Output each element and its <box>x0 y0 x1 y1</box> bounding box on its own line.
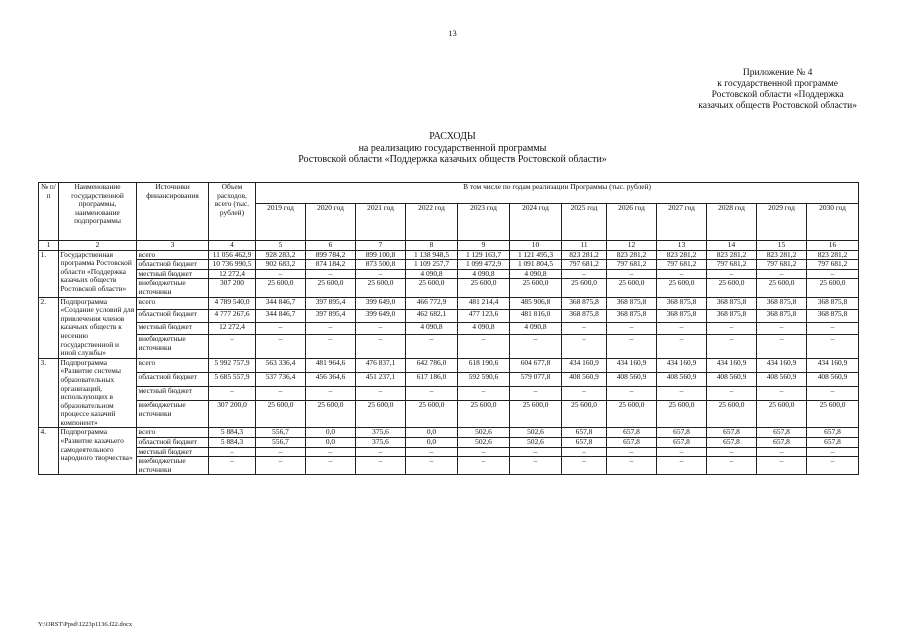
appendix-line: Приложение № 4 <box>742 68 813 78</box>
funding-source: областной бюджет <box>137 310 209 322</box>
value-cell: – <box>757 269 807 279</box>
value-cell: – <box>510 457 562 475</box>
funding-source: внебюджетные источники <box>137 335 209 359</box>
program-name: Подпрограмма «Создание условий для привлечения членов казачьих обществ к несению государственной и иной службы» <box>59 297 137 358</box>
value-cell: 25 600,0 <box>807 401 859 428</box>
value-cell: – <box>707 335 757 359</box>
value-cell: – <box>406 457 458 475</box>
value-cell: 399 649,0 <box>356 297 406 309</box>
value-cell: – <box>306 387 356 401</box>
value-cell: 434 160,9 <box>562 358 607 372</box>
funding-source: всего <box>137 428 209 438</box>
value-cell: 657,8 <box>757 428 807 438</box>
value-cell: 1 099 472,9 <box>458 260 510 270</box>
value-cell: 462 682,1 <box>406 310 458 322</box>
value-cell: 368 875,8 <box>757 310 807 322</box>
funding-source: областной бюджет <box>137 260 209 270</box>
value-cell: 368 875,8 <box>657 310 707 322</box>
value-cell: 10 736 990,5 <box>209 260 256 270</box>
value-cell: – <box>757 322 807 334</box>
value-cell: 657,8 <box>562 438 607 448</box>
value-cell: 657,8 <box>657 428 707 438</box>
value-cell: 25 600,0 <box>757 401 807 428</box>
value-cell: 481 816,0 <box>510 310 562 322</box>
table-row <box>39 322 859 334</box>
value-cell: 368 875,8 <box>607 310 657 322</box>
value-cell: 368 875,8 <box>707 297 757 309</box>
value-cell: 899 784,2 <box>306 250 356 260</box>
value-cell: 399 649,0 <box>356 310 406 322</box>
value-cell: 4 090,8 <box>510 322 562 334</box>
value-cell: 408 560,9 <box>562 372 607 386</box>
value-cell: 25 600,0 <box>256 279 306 297</box>
value-cell: – <box>306 457 356 475</box>
value-cell: 368 875,8 <box>562 310 607 322</box>
value-cell: 25 600,0 <box>510 279 562 297</box>
value-cell: 25 600,0 <box>607 279 657 297</box>
value-cell: – <box>607 457 657 475</box>
value-cell: – <box>807 447 859 457</box>
value-cell: – <box>209 457 256 475</box>
value-cell: – <box>510 387 562 401</box>
value-cell: 25 600,0 <box>562 279 607 297</box>
header-name: Наименование государственной программы, наименование подпрограммы <box>59 183 137 241</box>
table-row <box>39 297 859 309</box>
value-cell: 25 600,0 <box>657 279 707 297</box>
value-cell: – <box>807 269 859 279</box>
funding-source: внебюджетные источники <box>137 457 209 475</box>
value-cell: 344 846,7 <box>256 297 306 309</box>
value-cell: 797 681,2 <box>562 260 607 270</box>
value-cell: 466 772,9 <box>406 297 458 309</box>
budget-table <box>38 182 859 475</box>
value-cell: 434 160,9 <box>657 358 707 372</box>
column-number: 12 <box>607 241 657 251</box>
value-cell: 5 884,3 <box>209 438 256 448</box>
table-row <box>39 335 859 359</box>
column-number: 14 <box>707 241 757 251</box>
value-cell: 537 736,4 <box>256 372 306 386</box>
value-cell: – <box>807 387 859 401</box>
value-cell: 4 090,8 <box>458 269 510 279</box>
program-name: Подпрограмма «Развитие казачьего самодеятельного народного творчества» <box>59 428 137 475</box>
table-row <box>39 387 859 401</box>
value-cell: 823 281,2 <box>807 250 859 260</box>
column-number: 6 <box>306 241 356 251</box>
value-cell: – <box>707 269 757 279</box>
header-year: 2022 год <box>406 204 458 241</box>
value-cell: 368 875,8 <box>757 297 807 309</box>
value-cell: 368 875,8 <box>657 297 707 309</box>
value-cell: 823 281,2 <box>757 250 807 260</box>
value-cell: – <box>458 335 510 359</box>
value-cell: 657,8 <box>657 438 707 448</box>
table-row <box>39 310 859 322</box>
column-number: 4 <box>209 241 256 251</box>
value-cell: 25 600,0 <box>807 279 859 297</box>
page-number: 13 <box>448 28 457 38</box>
value-cell: – <box>256 335 306 359</box>
value-cell: 408 560,9 <box>757 372 807 386</box>
value-cell: 642 786,0 <box>406 358 458 372</box>
value-cell: 4 789 540,0 <box>209 297 256 309</box>
value-cell: 25 600,0 <box>510 401 562 428</box>
value-cell: – <box>607 335 657 359</box>
value-cell: 797 681,2 <box>607 260 657 270</box>
funding-source: всего <box>137 250 209 260</box>
value-cell: 657,8 <box>807 438 859 448</box>
header-year: 2027 год <box>657 204 707 241</box>
value-cell: 477 123,6 <box>458 310 510 322</box>
value-cell: – <box>356 457 406 475</box>
value-cell: 408 560,9 <box>707 372 757 386</box>
value-cell: – <box>406 335 458 359</box>
value-cell: – <box>657 335 707 359</box>
header-sources: Источники финансирования <box>137 183 209 241</box>
value-cell: – <box>707 387 757 401</box>
value-cell: 823 281,2 <box>707 250 757 260</box>
value-cell: – <box>256 447 306 457</box>
value-cell: 0,0 <box>306 438 356 448</box>
appendix-line: к государственной программе <box>717 79 839 89</box>
value-cell: – <box>256 322 306 334</box>
value-cell: – <box>562 335 607 359</box>
table-row <box>39 269 859 279</box>
value-cell: – <box>657 457 707 475</box>
value-cell: – <box>657 387 707 401</box>
column-number: 9 <box>458 241 510 251</box>
funding-source: областной бюджет <box>137 438 209 448</box>
program-name: Государственная программа Ростовской области «Поддержка казачьих обществ Ростовской области» <box>59 250 137 297</box>
column-number: 5 <box>256 241 306 251</box>
value-cell: 408 560,9 <box>657 372 707 386</box>
value-cell: 657,8 <box>707 438 757 448</box>
value-cell: – <box>562 387 607 401</box>
title-line: Ростовской области «Поддержка казачьих обществ Ростовской области» <box>298 154 607 165</box>
value-cell: – <box>657 269 707 279</box>
value-cell: – <box>562 322 607 334</box>
value-cell: – <box>807 322 859 334</box>
value-cell: 5 884,3 <box>209 428 256 438</box>
value-cell: 476 837,1 <box>356 358 406 372</box>
table-row <box>39 260 859 270</box>
header-num: № п/п <box>39 183 59 241</box>
value-cell: 307 200 <box>209 279 256 297</box>
value-cell: 618 190,6 <box>458 358 510 372</box>
value-cell: 823 281,2 <box>607 250 657 260</box>
value-cell: 502,6 <box>510 428 562 438</box>
value-cell: – <box>657 447 707 457</box>
header-year: 2029 год <box>757 204 807 241</box>
footer-file-path: Y:\ORST\Ppsd\1223p1136.f22.docx <box>38 621 133 628</box>
header-year: 2023 год <box>458 204 510 241</box>
title-line: РАСХОДЫ <box>429 131 476 142</box>
value-cell: 25 600,0 <box>757 279 807 297</box>
value-cell: – <box>757 335 807 359</box>
value-cell: 397 895,4 <box>306 310 356 322</box>
value-cell: 5 685 557,9 <box>209 372 256 386</box>
value-cell: 1 091 804,5 <box>510 260 562 270</box>
value-cell: 797 681,2 <box>807 260 859 270</box>
value-cell: – <box>757 457 807 475</box>
value-cell: – <box>306 335 356 359</box>
value-cell: 25 600,0 <box>562 401 607 428</box>
value-cell: 873 500,8 <box>356 260 406 270</box>
value-cell: 25 600,0 <box>406 401 458 428</box>
funding-source: местный бюджет <box>137 387 209 401</box>
value-cell: 25 600,0 <box>356 279 406 297</box>
value-cell: 408 560,9 <box>807 372 859 386</box>
value-cell: 657,8 <box>807 428 859 438</box>
value-cell: 451 237,1 <box>356 372 406 386</box>
value-cell: 12 272,4 <box>209 322 256 334</box>
program-name: Подпрограмма «Развитие системы образовательных организаций, использующих в образовательном процессе казачий компонент» <box>59 358 137 428</box>
value-cell: 657,8 <box>562 428 607 438</box>
value-cell: 4 777 267,6 <box>209 310 256 322</box>
value-cell: – <box>607 269 657 279</box>
table-row <box>39 428 859 438</box>
column-number: 10 <box>510 241 562 251</box>
value-cell: 604 677,8 <box>510 358 562 372</box>
value-cell: 12 272,4 <box>209 269 256 279</box>
value-cell: – <box>607 322 657 334</box>
value-cell: 25 600,0 <box>458 401 510 428</box>
funding-source: местный бюджет <box>137 322 209 334</box>
value-cell: 797 681,2 <box>657 260 707 270</box>
table-row <box>39 457 859 475</box>
program-number: 4. <box>39 428 59 475</box>
value-cell: 0,0 <box>406 428 458 438</box>
value-cell: 502,6 <box>510 438 562 448</box>
value-cell: 434 160,9 <box>707 358 757 372</box>
appendix-line: Ростовской области «Поддержка <box>711 90 844 100</box>
value-cell: 823 281,2 <box>657 250 707 260</box>
header-by-years: В том числе по годам реализации Программы (тыс. рублей) <box>256 183 859 204</box>
value-cell: – <box>356 269 406 279</box>
table-row <box>39 250 859 260</box>
header-year: 2025 год <box>562 204 607 241</box>
value-cell: 1 129 163,7 <box>458 250 510 260</box>
value-cell: 456 364,6 <box>306 372 356 386</box>
column-number-row <box>39 241 859 251</box>
column-number: 13 <box>657 241 707 251</box>
value-cell: 502,6 <box>458 438 510 448</box>
funding-source: всего <box>137 297 209 309</box>
value-cell: – <box>356 387 406 401</box>
value-cell: 592 590,6 <box>458 372 510 386</box>
funding-source: всего <box>137 358 209 372</box>
value-cell: 25 600,0 <box>256 401 306 428</box>
value-cell: 25 600,0 <box>406 279 458 297</box>
value-cell: 899 100,8 <box>356 250 406 260</box>
value-cell: – <box>807 457 859 475</box>
value-cell: 25 600,0 <box>707 401 757 428</box>
value-cell: – <box>807 335 859 359</box>
value-cell: – <box>256 387 306 401</box>
value-cell: 4 090,8 <box>406 322 458 334</box>
value-cell: 375,6 <box>356 428 406 438</box>
appendix-line: казачьих обществ Ростовской области» <box>698 101 857 111</box>
value-cell: 1 138 948,5 <box>406 250 458 260</box>
value-cell: 368 875,8 <box>607 297 657 309</box>
value-cell: – <box>510 335 562 359</box>
appendix-heading <box>698 68 857 112</box>
value-cell: – <box>256 457 306 475</box>
value-cell: 25 600,0 <box>306 401 356 428</box>
funding-source: местный бюджет <box>137 269 209 279</box>
value-cell: 481 964,6 <box>306 358 356 372</box>
value-cell: – <box>707 322 757 334</box>
value-cell: 1 121 495,3 <box>510 250 562 260</box>
column-number: 7 <box>356 241 406 251</box>
value-cell: 375,6 <box>356 438 406 448</box>
header-year: 2026 год <box>607 204 657 241</box>
column-number: 1 <box>39 241 59 251</box>
value-cell: 25 600,0 <box>657 401 707 428</box>
column-number: 11 <box>562 241 607 251</box>
value-cell: 556,7 <box>256 428 306 438</box>
value-cell: 1 109 257,7 <box>406 260 458 270</box>
value-cell: – <box>757 447 807 457</box>
program-number: 1. <box>39 250 59 297</box>
funding-source: областной бюджет <box>137 372 209 386</box>
table-row <box>39 438 859 448</box>
table-row <box>39 447 859 457</box>
table-row <box>39 372 859 386</box>
value-cell: – <box>356 447 406 457</box>
value-cell: 657,8 <box>607 428 657 438</box>
value-cell: 657,8 <box>707 428 757 438</box>
value-cell: 4 090,8 <box>510 269 562 279</box>
value-cell: 25 600,0 <box>458 279 510 297</box>
funding-source: внебюджетные источники <box>137 279 209 297</box>
value-cell: – <box>406 387 458 401</box>
value-cell: 797 681,2 <box>707 260 757 270</box>
header-volume: Объем расходов, всего (тыс. рублей) <box>209 183 256 241</box>
value-cell: – <box>562 457 607 475</box>
value-cell: 485 906,8 <box>510 297 562 309</box>
header-year: 2024 год <box>510 204 562 241</box>
value-cell: 25 600,0 <box>356 401 406 428</box>
value-cell: 25 600,0 <box>607 401 657 428</box>
value-cell: – <box>458 387 510 401</box>
value-cell: – <box>356 335 406 359</box>
column-number: 2 <box>59 241 137 251</box>
document-title <box>0 131 905 166</box>
value-cell: – <box>562 269 607 279</box>
title-line: на реализацию государственной программы <box>358 142 547 154</box>
value-cell: – <box>757 387 807 401</box>
value-cell: 5 992 757,9 <box>209 358 256 372</box>
value-cell: 502,6 <box>458 428 510 438</box>
value-cell: – <box>607 387 657 401</box>
value-cell: 657,8 <box>607 438 657 448</box>
value-cell: 434 160,9 <box>607 358 657 372</box>
value-cell: 823 281,2 <box>562 250 607 260</box>
header-year: 2019 год <box>256 204 306 241</box>
table-row <box>39 358 859 372</box>
value-cell: – <box>306 447 356 457</box>
value-cell: 368 875,8 <box>807 310 859 322</box>
header-year: 2028 год <box>707 204 757 241</box>
table-row <box>39 401 859 428</box>
value-cell: 617 186,0 <box>406 372 458 386</box>
value-cell: 368 875,8 <box>807 297 859 309</box>
value-cell: – <box>306 322 356 334</box>
value-cell: 434 160,9 <box>807 358 859 372</box>
value-cell: 368 875,8 <box>562 297 607 309</box>
value-cell: – <box>209 335 256 359</box>
value-cell: 556,7 <box>256 438 306 448</box>
header-row <box>39 183 859 204</box>
value-cell: – <box>458 457 510 475</box>
value-cell: – <box>256 269 306 279</box>
value-cell: 344 846,7 <box>256 310 306 322</box>
value-cell: – <box>510 447 562 457</box>
value-cell: 4 090,8 <box>406 269 458 279</box>
funding-source: местный бюджет <box>137 447 209 457</box>
header-year: 2020 год <box>306 204 356 241</box>
column-number: 3 <box>137 241 209 251</box>
program-number: 3. <box>39 358 59 428</box>
value-cell: – <box>707 457 757 475</box>
value-cell: 397 895,4 <box>306 297 356 309</box>
value-cell: 874 184,2 <box>306 260 356 270</box>
value-cell: – <box>209 447 256 457</box>
value-cell: – <box>306 269 356 279</box>
value-cell: 368 875,8 <box>707 310 757 322</box>
column-number: 8 <box>406 241 458 251</box>
value-cell: 4 090,8 <box>458 322 510 334</box>
value-cell: – <box>657 322 707 334</box>
value-cell: 307 200,0 <box>209 401 256 428</box>
value-cell: 481 214,4 <box>458 297 510 309</box>
funding-source: внебюджетные источники <box>137 401 209 428</box>
value-cell: – <box>356 322 406 334</box>
header-year: 2021 год <box>356 204 406 241</box>
program-number: 2. <box>39 297 59 358</box>
value-cell: – <box>707 447 757 457</box>
value-cell: 928 283,2 <box>256 250 306 260</box>
value-cell: – <box>607 447 657 457</box>
value-cell: 563 336,4 <box>256 358 306 372</box>
value-cell: 579 077,8 <box>510 372 562 386</box>
value-cell: – <box>406 447 458 457</box>
value-cell: – <box>458 447 510 457</box>
column-number: 16 <box>807 241 859 251</box>
value-cell: 657,8 <box>757 438 807 448</box>
value-cell: 408 560,9 <box>607 372 657 386</box>
table-row <box>39 279 859 297</box>
value-cell: 434 160,9 <box>757 358 807 372</box>
value-cell: 0,0 <box>306 428 356 438</box>
value-cell: – <box>209 387 256 401</box>
value-cell: 11 056 462,9 <box>209 250 256 260</box>
value-cell: 902 683,2 <box>256 260 306 270</box>
value-cell: 797 681,2 <box>757 260 807 270</box>
value-cell: 25 600,0 <box>306 279 356 297</box>
value-cell: – <box>562 447 607 457</box>
value-cell: 0,0 <box>406 438 458 448</box>
column-number: 15 <box>757 241 807 251</box>
value-cell: 25 600,0 <box>707 279 757 297</box>
header-year: 2030 год <box>807 204 859 241</box>
